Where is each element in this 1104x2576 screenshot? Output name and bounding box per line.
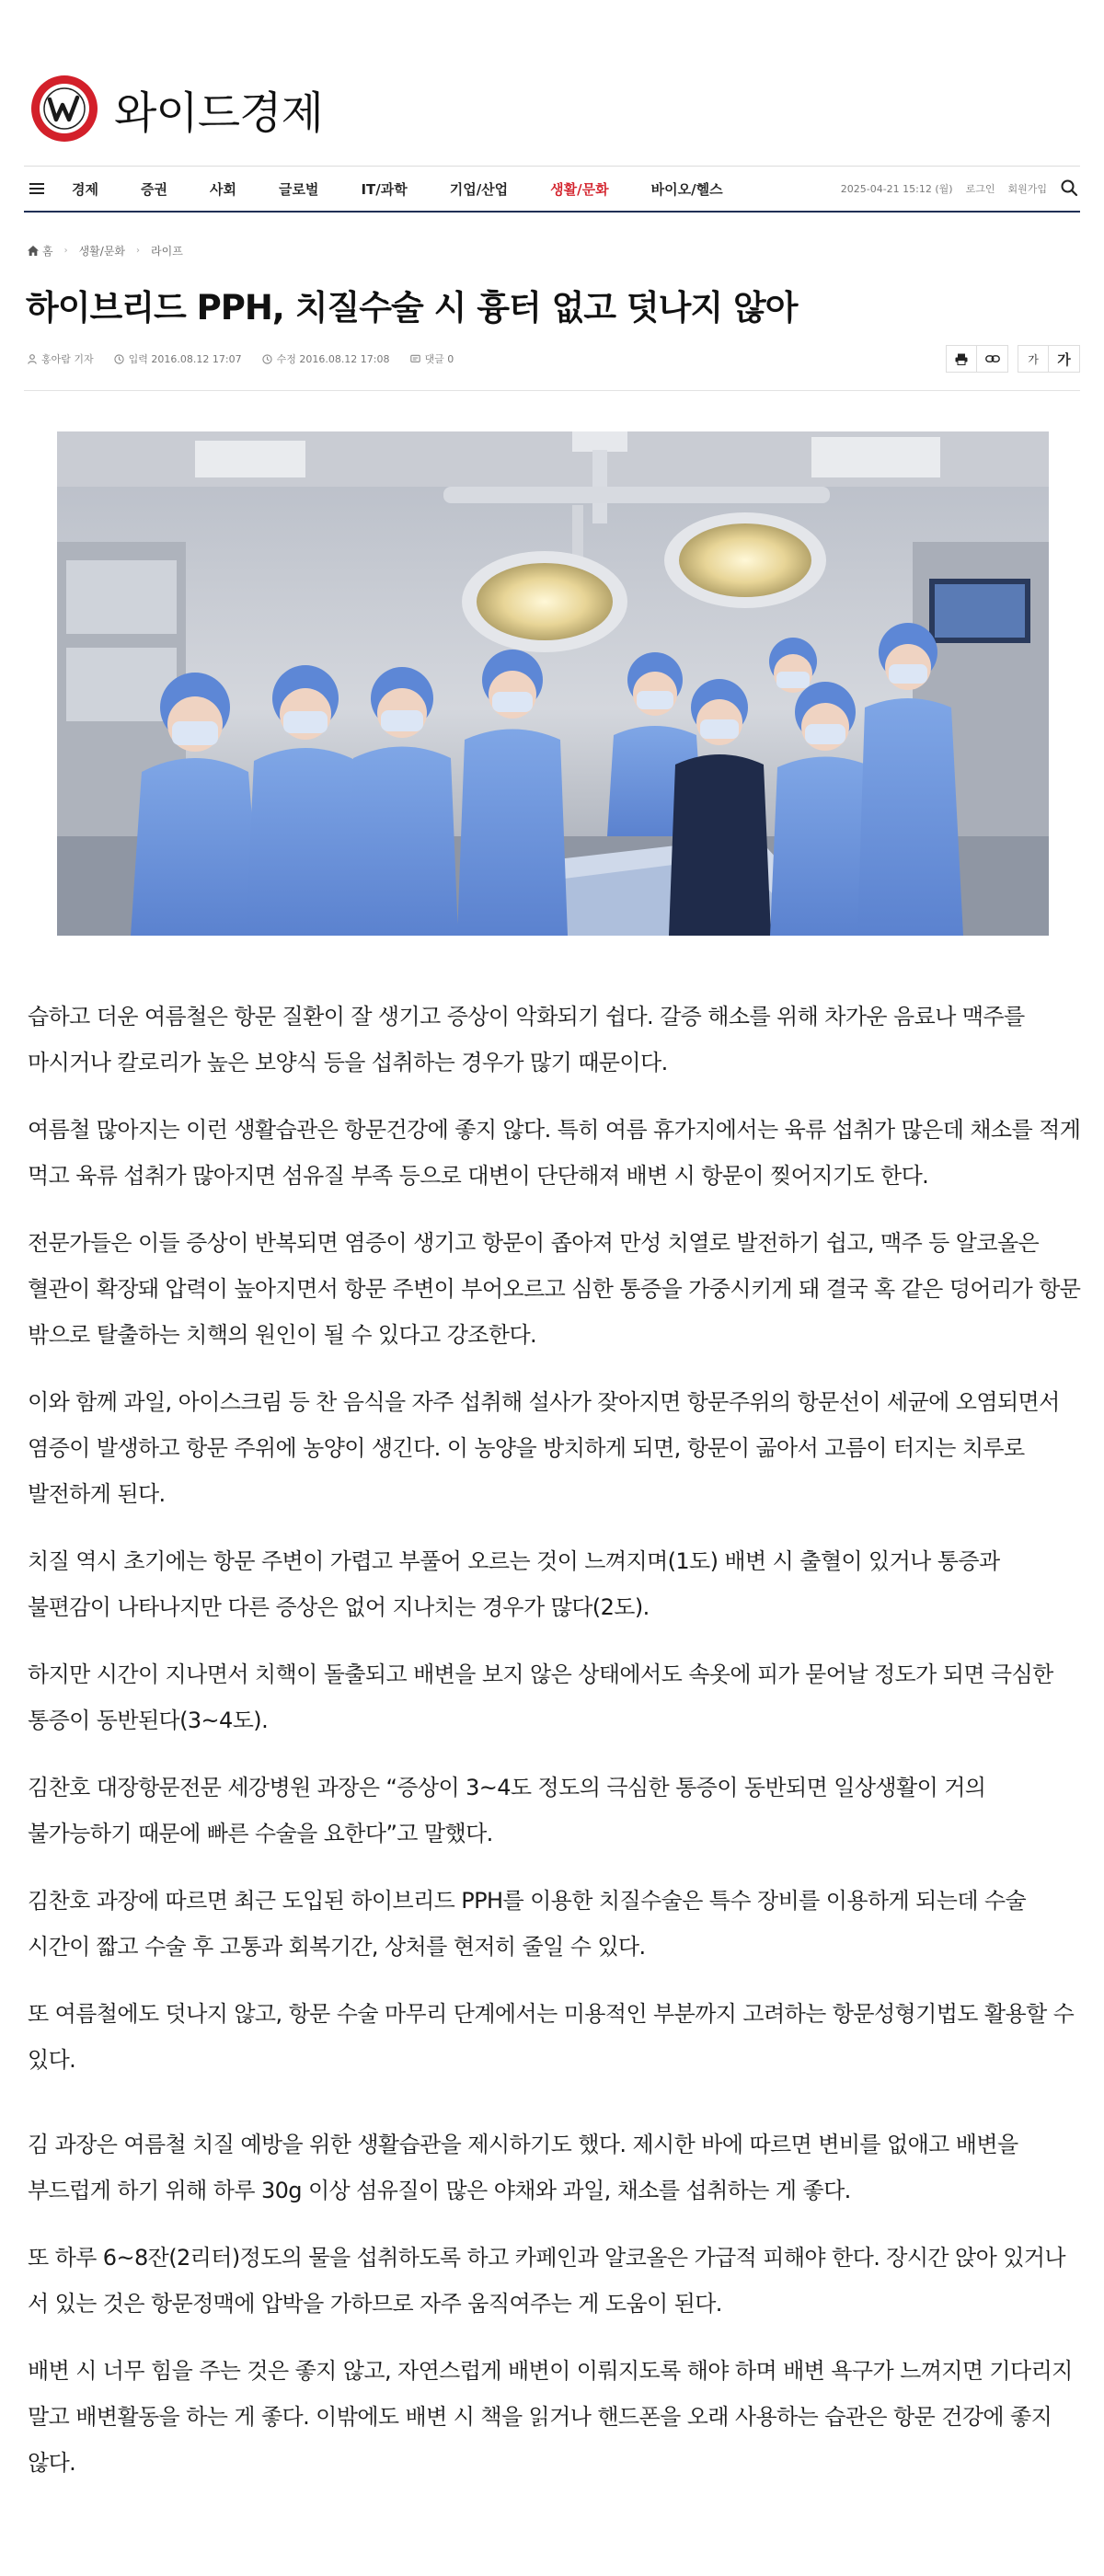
- site-name: 와이드경제: [114, 86, 323, 139]
- nav-item-life-culture[interactable]: 생활/문화: [550, 180, 609, 198]
- article-tools: [937, 345, 1080, 373]
- share-tools: [946, 345, 1008, 373]
- home-icon: [28, 246, 39, 256]
- meta-divider: [24, 390, 1080, 391]
- main-navigation: [24, 166, 1080, 213]
- font-increase-button[interactable]: 가: [1049, 345, 1080, 373]
- article-paragraph: 김 과장은 여름철 치질 예방을 위한 생활습관을 제시하기도 했다. 제시한 바에 따르면 변비를 없애고 배변을 부드럽게 하기 위해 하루 30g 이상 섬유질이 많은 야채와 과일, 채소를 섭취하는 게 좋다.: [28, 2132, 1018, 2203]
- nav-item-industry[interactable]: 기업/산업: [449, 180, 509, 198]
- logo-mark: [28, 72, 101, 145]
- breadcrumb-home[interactable]: 홈: [42, 245, 53, 258]
- nav-items: [72, 179, 765, 199]
- article-paragraph: 배변 시 너무 힘을 주는 것은 좋지 않고, 자연스럽게 배변이 이뤄지도록 해야 하며 배변 욕구가 느껴지면 기다리지 말고 배변활동을 하는 게 좋다. 이밖에도 배변 시 책을 읽거나 핸드폰을 오래 사용하는 습관은 항문 건강에 좋지 않다.: [28, 2358, 1073, 2476]
- link-icon: [985, 354, 1000, 363]
- article-photo: [57, 431, 1049, 936]
- modified-time: [262, 351, 390, 366]
- reporter[interactable]: [28, 351, 94, 366]
- login-link[interactable]: 로그인: [965, 183, 995, 195]
- clock-icon: [114, 354, 124, 364]
- nav-item-global[interactable]: 글로벌: [278, 180, 319, 198]
- font-size-tools: [1018, 345, 1080, 373]
- comment-count-text: 댓글 0: [424, 353, 454, 365]
- article-paragraph: 또 여름철에도 덧나지 않고, 항문 수술 마무리 단계에서는 미용적인 부분까지 고려하는 항문성형기법도 활용할 수 있다.: [28, 2001, 1075, 2073]
- copy-link-button[interactable]: [977, 345, 1008, 373]
- font-decrease-button[interactable]: 가: [1018, 345, 1049, 373]
- breadcrumb-section[interactable]: 생활/문화: [78, 245, 126, 258]
- nav-item-stocks[interactable]: 증권: [140, 180, 167, 198]
- article-body: [28, 994, 1086, 2507]
- article-paragraph: 하지만 시간이 지나면서 치핵이 돌출되고 배변을 보지 않은 상태에서도 속옷에 피가 묻어날 정도가 되면 극심한 통증이 동반된다(3~4도).: [28, 1662, 1053, 1733]
- published-text: 입력 2016.08.12 17:07: [128, 353, 242, 365]
- hamburger-icon[interactable]: [24, 166, 72, 213]
- clock-icon: [262, 354, 272, 364]
- chevron-right-icon: ›: [63, 246, 68, 256]
- reporter-name: 홍아람 기자: [41, 353, 94, 365]
- article-meta: [28, 342, 1080, 375]
- article-paragraph: 또 하루 6~8잔(2리터)정도의 물을 섭취하도록 하고 카페인과 알코올은 가급적 피해야 한다. 장시간 앉아 있거나 서 있는 것은 항문정맥에 압박을 가하므로 자주 움직여주는 게 도움이 된다.: [28, 2245, 1065, 2317]
- nav-item-bio-health[interactable]: 바이오/헬스: [650, 180, 723, 198]
- article-paragraph: 김찬호 과장에 따르면 최근 도입된 하이브리드 PPH를 이용한 치질수술은 특수 장비를 이용하게 되는데 수술 시간이 짧고 수술 후 고통과 회복기간, 상처를 현저히 줄일 수 있다.: [28, 1888, 1027, 1960]
- article-paragraph: 여름철 많아지는 이런 생활습관은 항문건강에 좋지 않다. 특히 여름 휴가지에서는 육류 섭취가 많은데 채소를 적게 먹고 육류 섭취가 많아지면 섬유질 부족 등으로 대변이 단단해져 배변 시 항문이 찢어지기도 한다.: [28, 1117, 1081, 1189]
- comment-icon: [410, 354, 420, 364]
- article-paragraph: 전문가들은 이들 증상이 반복되면 염증이 생기고 항문이 좁아져 만성 치열로 발전하기 쉽고, 맥주 등 알코올은 혈관이 확장돼 압력이 높아지면서 항문 주변이 부어오르고 심한 통증을 가중시키게 돼 결국 혹 같은 덩어리가 항문 밖으로 탈출하는 치핵의 원인이 될 수 있다고 강조한다.: [28, 1230, 1081, 1348]
- article-paragraph: 치질 역시 초기에는 항문 주변이 가렵고 부풀어 오르는 것이 느껴지며(1도) 배변 시 출혈이 있거나 통증과 불편감이 나타나지만 다른 증상은 없어 지나치는 경우가 많다(2도).: [28, 1548, 1000, 1620]
- nav-item-society[interactable]: 사회: [209, 180, 236, 198]
- article-paragraph: 습하고 더운 여름철은 항문 질환이 잘 생기고 증상이 악화되기 쉽다. 갈증 해소를 위해 차가운 음료나 맥주를 마시거나 칼로리가 높은 보양식 등을 섭취하는 경우가 많기 때문이다.: [28, 1004, 1025, 1075]
- utility-links: [841, 178, 1080, 199]
- nav-item-economy[interactable]: 경제: [72, 180, 98, 198]
- breadcrumb-subsection[interactable]: 라이프: [151, 245, 183, 258]
- print-icon: [955, 353, 968, 365]
- modified-text: 수정 2016.08.12 17:08: [276, 353, 390, 365]
- person-icon: [28, 354, 37, 364]
- nav-item-it-science[interactable]: IT/과학: [361, 180, 408, 198]
- comment-count[interactable]: [410, 351, 454, 366]
- article-paragraph: 이와 함께 과일, 아이스크림 등 찬 음식을 자주 섭취해 설사가 잦아지면 항문주위의 항문선이 세균에 오염되면서 염증이 발생하고 항문 주위에 농양이 생긴다. 이 농양을 방치하게 되면, 항문이 곪아서 고름이 터지는 치루로 발전하게 된다.: [28, 1389, 1060, 1507]
- print-button[interactable]: [946, 345, 977, 373]
- article-paragraph: 김찬호 대장항문전문 세강병원 과장은 “증상이 3~4도 정도의 극심한 통증이 동반되면 일상생활이 거의 불가능하기 때문에 빠른 수술을 요한다”고 말했다.: [28, 1775, 986, 1846]
- article-headline: 하이브리드 PPH, 치질수술 시 흉터 없고 덧나지 않아: [26, 288, 798, 328]
- published-time: [114, 351, 242, 366]
- breadcrumb: [28, 243, 183, 259]
- signup-link[interactable]: 회원가입: [1007, 183, 1047, 195]
- site-logo[interactable]: [28, 72, 323, 145]
- chevron-right-icon: ›: [136, 246, 141, 256]
- search-icon[interactable]: [1060, 178, 1080, 199]
- current-datetime: 2025-04-21 15:12 (월): [840, 183, 953, 195]
